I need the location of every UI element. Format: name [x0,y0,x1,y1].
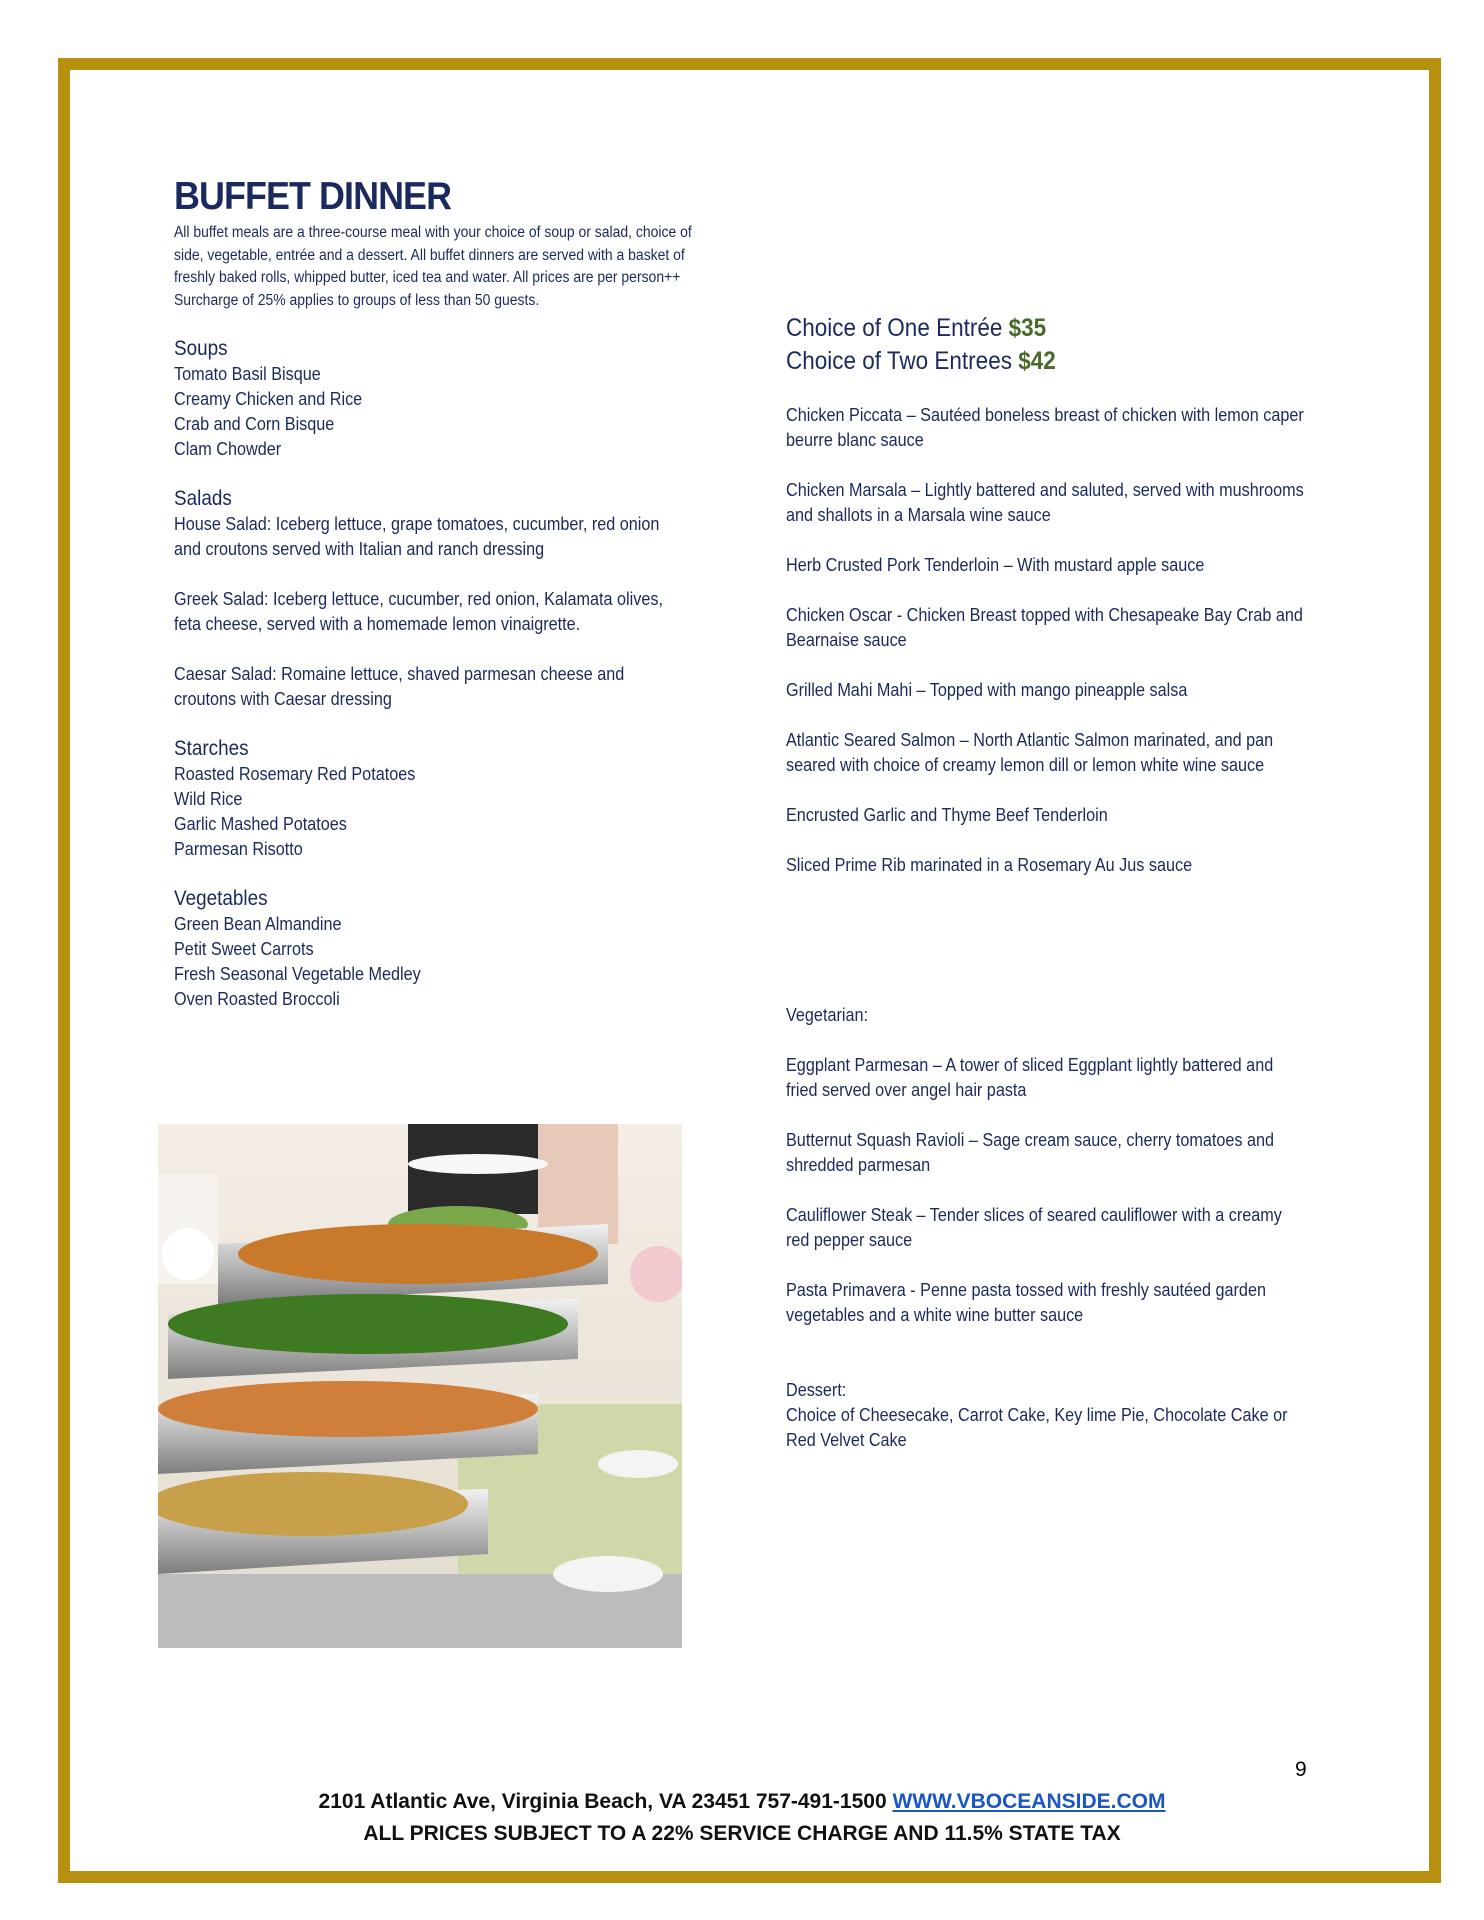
buffet-photo [158,1124,682,1648]
salads-heading: Salads [174,487,232,510]
vegetable-item: Oven Roasted Broccoli [174,989,340,1009]
salad-item: Caesar Salad: Romaine lettuce, shaved parmesan cheese and croutons with Caesar dressing [174,664,625,709]
entree-item: Chicken Marsala – Lightly battered and saluted, served with mushrooms and shallots in a Marsala wine sauce [786,480,1304,525]
choice-one-line [786,312,1272,345]
soup-item: Clam Chowder [174,439,282,459]
starch-item: Garlic Mashed Potatoes [174,814,347,834]
entree-item: Grilled Mahi Mahi – Topped with mango pineapple salsa [786,680,1188,700]
left-column [174,174,714,1012]
page-number: 9 [1295,1758,1307,1781]
vegetarian-item: Pasta Primavera - Penne pasta tossed with freshly sautéed garden vegetables and a white wine butter sauce [786,1280,1266,1325]
vegetarian-item: Cauliflower Steak – Tender slices of seared cauliflower with a creamy red pepper sauce [786,1205,1282,1250]
vegetarian-item: Eggplant Parmesan – A tower of sliced Eggplant lightly battered and fried served over angel hair pasta [786,1055,1274,1100]
vegetable-item: Petit Sweet Carrots [174,939,314,959]
choice-one-price: $35 [1008,314,1047,342]
soup-item: Creamy Chicken and Rice [174,389,363,409]
entree-item: Atlantic Seared Salmon – North Atlantic Salmon marinated, and pan seared with choice of creamy lemon dill or lemon white wine sauce [786,730,1274,775]
vegetable-item: Green Bean Almandine [174,914,342,934]
entree-item: Herb Crusted Pork Tenderloin – With mustard apple sauce [786,555,1205,575]
footer-address-line [0,1790,1484,1814]
choice-two-price: $42 [1018,347,1056,375]
footer-address: 2101 Atlantic Ave, Virginia Beach, VA 23451 757-491-1500 [318,1790,893,1813]
salad-item: House Salad: Iceberg lettuce, grape tomatoes, cucumber, red onion and croutons served with Italian and ranch dressing [174,514,660,559]
vegetarian-item: Butternut Squash Ravioli – Sage cream sauce, cherry tomatoes and shredded parmesan [786,1130,1275,1175]
website-link[interactable]: WWW.VBOCEANSIDE.COM [892,1790,1166,1813]
vegetarian-heading: Vegetarian: [786,1005,868,1025]
entree-item: Encrusted Garlic and Thyme Beef Tenderloin [786,805,1108,825]
soup-item: Crab and Corn Bisque [174,414,335,434]
footer-disclaimer: ALL PRICES SUBJECT TO A 22% SERVICE CHARGE AND 11.5% STATE TAX [363,1822,1121,1845]
choice-two-label: Choice of Two Entrees [786,347,1012,375]
choice-one-label: Choice of One Entrée [786,314,1003,342]
dessert-heading: Dessert: [786,1380,847,1400]
choice-two-line [786,345,1272,378]
salad-item: Greek Salad: Iceberg lettuce, cucumber, red onion, Kalamata olives, feta cheese, served with a homemade lemon vinaigrette. [174,589,663,634]
soup-item: Tomato Basil Bisque [174,364,321,384]
starch-item: Roasted Rosemary Red Potatoes [174,764,416,784]
dessert-text: Choice of Cheesecake, Carrot Cake, Key lime Pie, Chocolate Cake or Red Velvet Cake [786,1405,1288,1450]
vegetables-heading: Vegetables [174,887,268,910]
entree-item: Chicken Oscar - Chicken Breast topped with Chesapeake Bay Crab and Bearnaise sauce [786,605,1303,650]
entree-item: Chicken Piccata – Sautéed boneless breast of chicken with lemon caper beurre blanc sauce [786,405,1304,450]
vegetable-item: Fresh Seasonal Vegetable Medley [174,964,421,984]
right-column [786,312,1326,1453]
intro-text: All buffet meals are a three-course meal with your choice of soup or salad, choice of side, vegetable, entrée and a dessert. All buffet dinners are served with a basket of freshly baked rolls, whipped butter, iced tea and water. All prices are per person++ Surcharge of 25% applies to groups of less than 50 guests. [174,224,692,309]
starch-item: Parmesan Risotto [174,839,303,859]
entree-item: Sliced Prime Rib marinated in a Rosemary Au Jus sauce [786,855,1193,875]
page-title: BUFFET DINNER [174,175,452,218]
soups-heading: Soups [174,337,228,360]
starch-item: Wild Rice [174,789,243,809]
starches-heading: Starches [174,737,249,760]
